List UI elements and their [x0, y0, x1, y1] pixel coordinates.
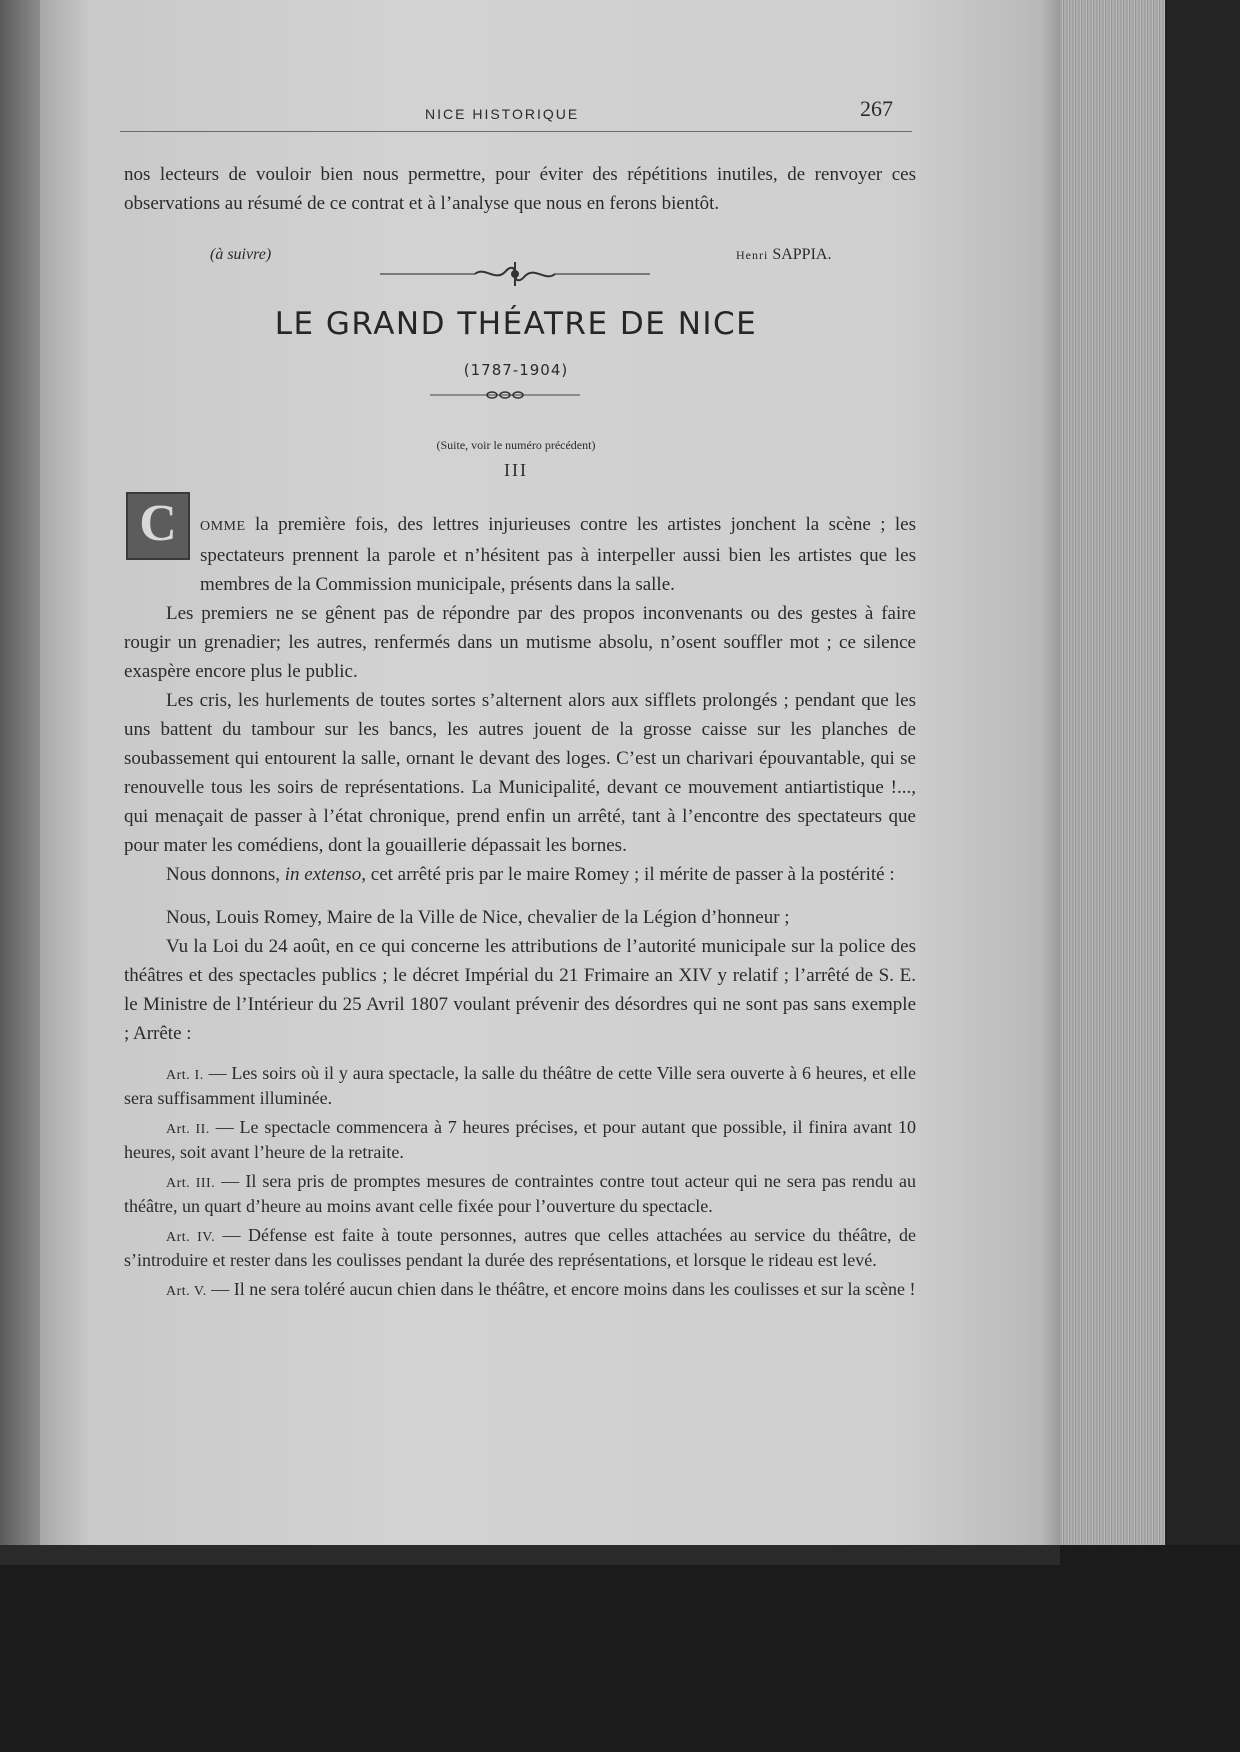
scanner-bed-right [1160, 0, 1240, 1752]
article-dates: (1787-1904) [463, 361, 569, 379]
decree-article-3 [124, 1170, 916, 1217]
page-gutter [0, 0, 40, 1560]
decree-articles [124, 1062, 916, 1303]
scanner-bed-bottom [0, 1545, 1240, 1752]
article-title: LE GRAND THÉATRE DE NICE [274, 306, 758, 342]
article-label: Art. III. [166, 1176, 216, 1191]
paragraph-3: Les cris, les hurlements de toutes sortes s’alternent alors aux sifflets prolongés ; pendant que les uns battent du tambour sur les bancs, les autres jouent de la grosse caisse sur les planches de soubassement qui entourent la salle, ornant le devant des loges. C’est un charivari épouvantable, qui se renouvelle tous les soirs de représentations. La Municipalité, devant ce mouvement antiartistique !..., qui menaçait de passer à l’état chronique, prend enfin un arrêté, tant à l’encontre des spectateurs que pour mater les comédiens, dont la gouaillerie dépassait les bornes. [124, 690, 916, 856]
decree-article-1 [124, 1062, 916, 1109]
page-number: 267 [860, 96, 893, 121]
author-signature [736, 240, 831, 270]
article-label: Art. IV. [166, 1230, 216, 1245]
article-text: — Les soirs où il y aura spectacle, la salle du théâtre de cette Ville sera ouverte à 6 heures, et elle sera suffisamment illuminée. [124, 1063, 917, 1108]
part-number: III [504, 460, 528, 480]
previous-article-text: nos lecteurs de vouloir bien nous permettre, pour éviter des répétitions inutiles, de renvoyer ces observations au résumé de ce contrat et à l’analyse que nous en ferons bientôt. [124, 164, 916, 214]
decree-article-4 [124, 1224, 916, 1271]
article-body [124, 510, 916, 1310]
article-label: Art. I. [166, 1068, 204, 1083]
drop-cap-letter: C [139, 495, 177, 552]
decree-considerations: Vu la Loi du 24 août, en ce qui concerne les attributions de l’autorité municipale sur la police des théâtres et des spectacles publics ; le décret Impérial du 21 Frimaire an XIV y relatif ; l’arrêté de S. E. le Ministre de l’Intérieur du 25 Avril 1807 voulant prévenir des désordres qui ne sont pas sans exemple ; Arrête : [124, 936, 916, 1044]
decree-article-5 [124, 1278, 916, 1303]
paragraph-4-start: Nous donnons, [166, 864, 285, 885]
page-bottom-shadow [0, 1545, 1060, 1565]
paragraph-1 [124, 510, 916, 599]
first-word-small-caps: OMME [200, 519, 246, 534]
author-first-name: Henri [736, 248, 769, 262]
running-title: NICE HISTORIQUE [425, 106, 580, 122]
running-header [120, 90, 920, 130]
article-text: — Il ne sera toléré aucun chien dans le théâtre, et encore moins dans les coulisses et sur la scène ! [206, 1279, 916, 1299]
title-divider-ornament [430, 388, 580, 402]
paragraph-2: Les premiers ne se gênent pas de répondre par des propos inconvenants ou des gestes à faire rougir un grenadier; les autres, renfermés dans un mutisme absolu, n’osent souffler mot ; ce silence exaspère encore plus le public. [124, 603, 916, 682]
article-text: — Le spectacle commencera à 7 heures précises, et pour autant que possible, il finira avant 10 heures, soit avant l’heure de la retraite. [124, 1117, 916, 1162]
article-text: — Il sera pris de promptes mesures de contraintes contre tout acteur qui ne sera pas rendu au théâtre, un quart d’heure au moins avant celle fixée pour l’ouverture du spectacle. [124, 1171, 916, 1216]
paragraph-4-end: cet arrêté pris par le maire Romey ; il mérite de passer à la postérité : [366, 864, 895, 885]
decree-preamble: Nous, Louis Romey, Maire de la Ville de Nice, chevalier de la Légion d’honneur ; [166, 907, 790, 928]
article-label: Art. II. [166, 1122, 210, 1137]
header-rule [120, 131, 912, 132]
in-extenso-italic: in extenso, [284, 864, 367, 885]
paragraph-4 [124, 860, 916, 889]
fleuron-ornament [380, 258, 650, 288]
paragraph-1-text: la première fois, des lettres injurieuses contre les artistes jonchent la scène ; les spectateurs prennent la parole et n’hésitent pas à interpeller aussi bien les artistes que les membres de la Commission municipale, présents dans la salle. [200, 514, 916, 595]
article-label: Art. V. [166, 1284, 207, 1299]
continuation-note: (Suite, voir le numéro précédent) [436, 438, 596, 452]
book-page-edges [1045, 0, 1165, 1580]
to-be-continued: (à suivre) [210, 246, 272, 263]
article-text: — Défense est faite à toute personnes, autres que celles attachées au service du théâtre, de s’introduire et rester dans les coulisses pendant la durée des représentations, et lorsque le rideau est levé. [124, 1225, 916, 1270]
decree-article-2 [124, 1116, 916, 1163]
previous-article-ending [124, 160, 916, 218]
author-last-name: SAPPIA. [772, 246, 832, 263]
